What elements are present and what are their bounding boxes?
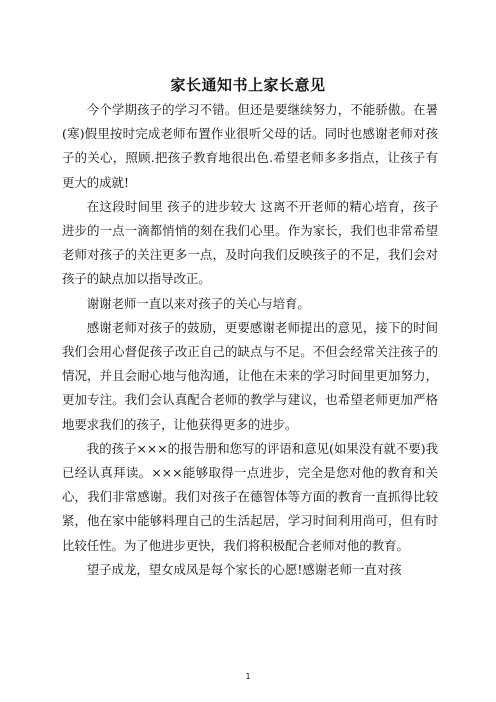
paragraph-5: 我的孩子×××的报告册和您写的评语和意见(如果没有就不要)我已经认真拜读。×××能够取得一点进步，完全是您对他的教育和关心，我们非常感谢。我们对孩子在德智体等方面的教育一直抓得比较紧，他在家中能够料理自己的生活起居，学习时间利用尚可，但有时比较任性。为了他进步更快，我们将积极配合老师对他的教育。 bbox=[62, 440, 438, 553]
document-body bbox=[62, 98, 438, 582]
paragraph-3: 谢谢老师一直以来对孩子的关心与培育。 bbox=[86, 295, 310, 311]
paragraph-4: 感谢老师对孩子的鼓励，更要感谢老师提出的意见，接下的时间我们会用心督促孩子改正自己的缺点与不足。不但会经常关注孩子的情况，并且会耐心地与他沟通，让他在未来的学习时间里更加努力，更加专注。我们会认真配合老师的教学与建议，也希望老师更加严格地要求我们的孩子，让他获得更多的进步。 bbox=[62, 319, 438, 432]
page-title: 家长通知书上家长意见 bbox=[170, 76, 326, 94]
paragraph-2: 在这段时间里 孩子的进步较大 这离不开老师的精心培育，孩子进步的一点一滴都悄悄的刻在我们心里。作为家长，我们也非常希望老师对孩子的关注更多一点，及时向我们反映孩子的不足，我们会对孩子的缺点加以指导改正。 bbox=[62, 198, 438, 287]
paragraph-6: 望子成龙，望女成凤是每个家长的心愿!感谢老师一直对孩 bbox=[86, 561, 402, 577]
page-number: 1 bbox=[245, 672, 251, 681]
paragraph-1: 今个学期孩子的学习不错。但还是要继续努力，不能骄傲。在暑(寒)假里按时完成老师布置作业很听父母的话。同时也感谢老师对孩子的关心，照顾.把孩子教育地很出色.希望老师多多指点，让孩子有更大的成就! bbox=[62, 102, 438, 190]
